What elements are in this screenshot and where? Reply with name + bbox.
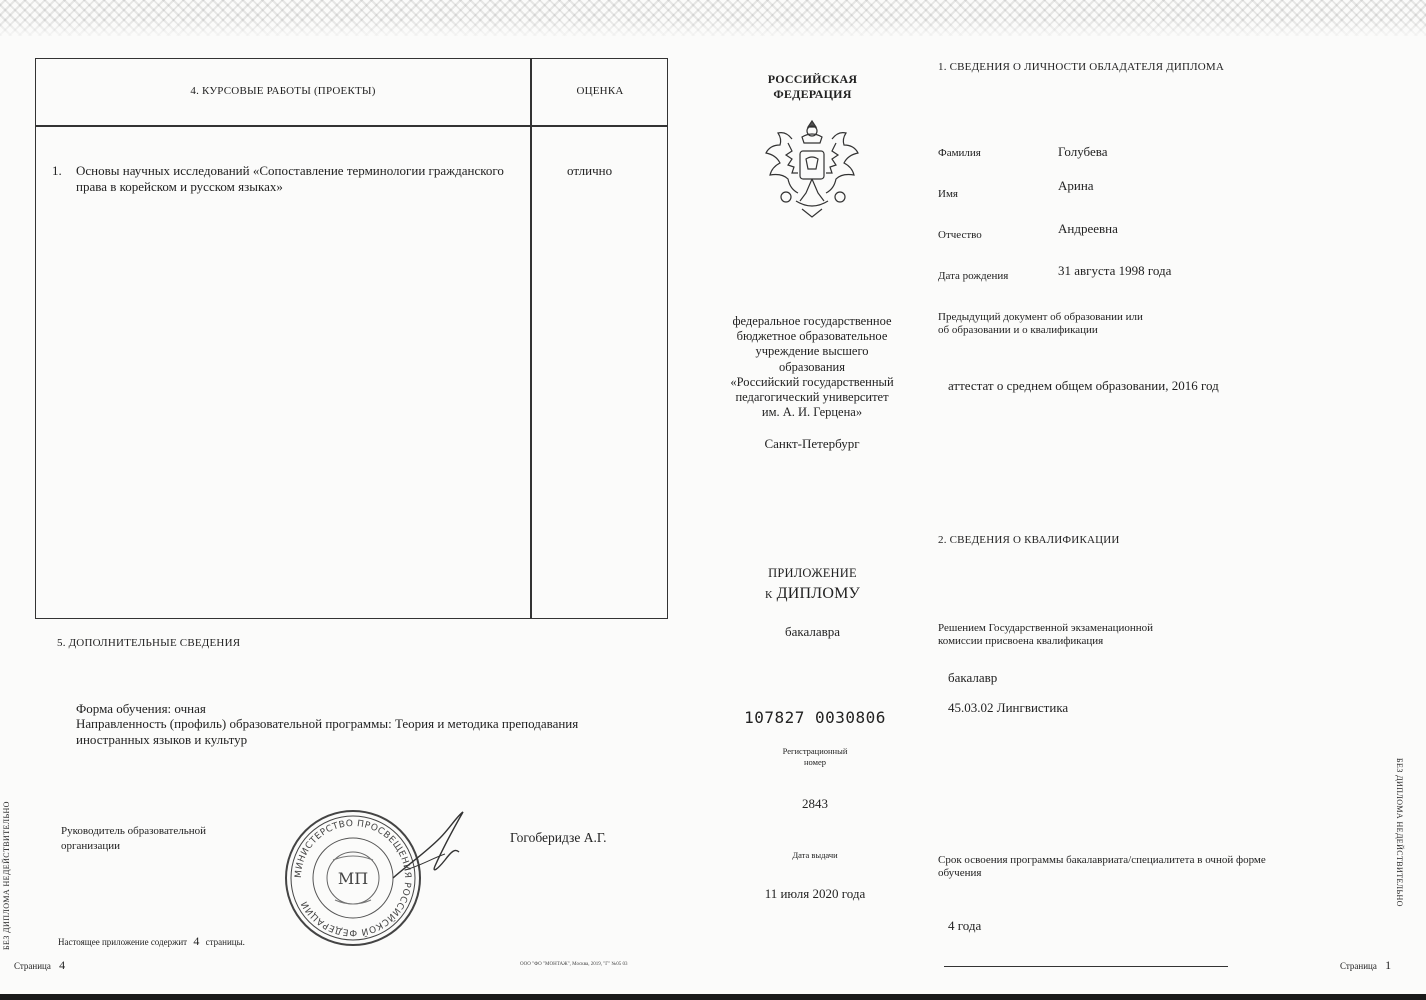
signatory-role: Руководитель образовательной организации	[61, 825, 207, 852]
table-row-grade: отлично	[567, 163, 613, 178]
supplement-title-line-1: ПРИЛОЖЕНИЕ	[768, 566, 857, 580]
field-value-birthdate: 31 августа 1998 года	[1058, 263, 1172, 278]
institution-name	[717, 314, 907, 420]
term-value: 4 года	[948, 918, 982, 933]
institution-line-4: образования	[779, 359, 845, 374]
program-direction: Направленность (профиль) образовательной программы: Теория и методика преподавания иностранных языков и культур	[76, 716, 579, 747]
degree-level: бакалавра	[784, 624, 841, 639]
printer-info: ООО "ФО "МОНТАЖ", Москва, 2019, "Г" №05 03	[520, 962, 628, 967]
institution-line-5: «Российский государственный	[730, 374, 894, 389]
table-header-divider	[36, 125, 667, 127]
prev-doc-label-line-2: об образовании и о квалификации	[938, 324, 1098, 336]
field-value-patronymic: Андреевна	[1058, 221, 1118, 236]
issue-date: 11 июля 2020 года	[764, 886, 866, 901]
field-label-patronymic: Отчество	[938, 229, 982, 241]
pages-note	[58, 936, 245, 947]
country-line-2: ФЕДЕРАЦИЯ	[773, 87, 852, 101]
left-page-number: 4	[59, 958, 66, 972]
stamp-center-text: МП	[337, 869, 369, 888]
decision-line-2: комиссии присвоена квалификация	[938, 635, 1104, 647]
field-label-name: Имя	[938, 188, 958, 200]
field-label-birthdate: Дата рождения	[938, 270, 1009, 282]
speciality: 45.03.02 Лингвистика	[948, 700, 1069, 715]
right-page-label	[1340, 958, 1391, 973]
institution-line-3: учреждение высшего	[755, 344, 869, 359]
reg-label-line-2: номер	[803, 757, 827, 767]
prev-doc-value: аттестат о среднем общем образовании, 2016 год	[948, 378, 1219, 393]
study-form: Форма обучения: очная	[76, 701, 206, 716]
reg-label-line-1: Регистрационный	[782, 746, 848, 756]
serial-number: 107827 0030806	[744, 708, 886, 727]
left-page-label-text: Страница	[14, 961, 51, 971]
table-header-works: 4. КУРСОВЫЕ РАБОТЫ (ПРОЕКТЫ)	[190, 85, 376, 97]
issue-date-label: Дата выдачи	[792, 850, 838, 860]
section-1-heading: 1. СВЕДЕНИЯ О ЛИЧНОСТИ ОБЛАДАТЕЛЯ ДИПЛОМА	[938, 61, 1225, 73]
stamp-ring-text: МИНИСТЕРСТВО ПРОСВЕЩЕНИЯ РОССИЙСКОЙ ФЕДЕРАЦИИ	[293, 818, 413, 938]
pages-note-prefix: Настоящее приложение содержит	[58, 937, 188, 947]
left-page-label	[14, 958, 65, 973]
pages-note-suffix: страницы.	[205, 937, 245, 947]
decision-line-1: Решением Государственной экзаменационной	[938, 622, 1154, 634]
field-label-surname: Фамилия	[938, 147, 981, 159]
additional-heading: 5. ДОПОЛНИТЕЛЬНЫЕ СВЕДЕНИЯ	[57, 637, 241, 649]
coursework-table	[35, 58, 668, 619]
term-label	[938, 854, 1358, 880]
institution-line-6: педагогический университет	[735, 390, 889, 405]
table-row-number: 1.	[52, 163, 62, 178]
institution-line-2: бюджетное образовательное	[736, 329, 888, 344]
institution-line-1: федеральное государственное	[732, 314, 892, 328]
qualification: бакалавр	[948, 670, 998, 685]
pages-note-count: 4	[193, 934, 200, 948]
institution-line-7: им. А. И. Герцена»	[761, 405, 863, 420]
section-2-heading: 2. СВЕДЕНИЯ О КВАЛИФИКАЦИИ	[938, 534, 1120, 546]
qualification-decision	[938, 622, 1238, 648]
prev-doc-label-line-1: Предыдущий документ об образовании или	[938, 311, 1143, 323]
signatory-name: Гогоберидзе А.Г.	[510, 830, 607, 845]
table-column-divider	[530, 59, 532, 618]
reg-number: 2843	[802, 796, 828, 811]
country-name	[740, 72, 885, 102]
city: Санкт-Петербург	[764, 436, 860, 451]
table-header-grade: ОЦЕНКА	[576, 85, 624, 97]
term-label-line-2: обучения	[938, 867, 982, 879]
right-page-number: 1	[1385, 958, 1392, 972]
table-row-title: Основы научных исследований «Сопоставление терминологии гражданского права в корейском и русском языках»	[76, 163, 504, 194]
term-label-line-1: Срок освоения программы бакалавриата/специалитета в очной форме	[938, 854, 1266, 866]
field-value-name: Арина	[1058, 178, 1094, 193]
bottom-scan-edge	[0, 994, 1426, 1000]
coat-of-arms-emblem	[762, 113, 862, 221]
right-page-label-text: Страница	[1340, 961, 1377, 971]
reg-number-label	[760, 746, 870, 768]
bottom-rule	[944, 966, 1228, 967]
left-side-note: БЕЗ ДИПЛОМА НЕДЕЙСТВИТЕЛЬНО	[2, 801, 11, 950]
supplement-title-line-2: к ДИПЛОМУ	[764, 585, 861, 602]
field-value-surname: Голубева	[1058, 144, 1108, 159]
prev-doc-label	[938, 311, 1238, 337]
right-side-note: БЕЗ ДИПЛОМА НЕДЕЙСТВИТЕЛЬНО	[1395, 758, 1404, 907]
handwritten-signature	[385, 808, 475, 888]
security-pattern-fade	[0, 20, 1426, 40]
country-line-1: РОССИЙСКАЯ	[767, 72, 858, 86]
